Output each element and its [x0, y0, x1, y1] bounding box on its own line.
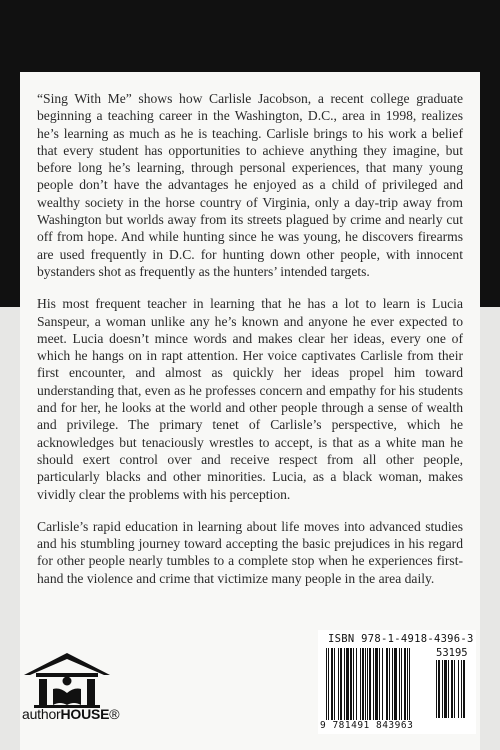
barcode-bar	[344, 648, 345, 720]
barcode-bar	[350, 648, 352, 720]
price-code: 53195	[436, 647, 468, 659]
barcode-bar	[328, 648, 329, 720]
barcode-bar	[438, 660, 440, 718]
ean-barcode-bars	[326, 648, 430, 720]
isbn-text: ISBN 978-1-4918-4396-3	[328, 633, 474, 645]
barcode-bar	[356, 648, 357, 720]
barcode-bar	[451, 660, 453, 718]
barcode-bar	[375, 648, 378, 720]
barcode-bar	[389, 648, 390, 720]
barcode-bar	[399, 648, 400, 720]
addon-barcode-bars	[436, 660, 474, 718]
barcode-bar	[379, 648, 380, 720]
barcode-bar	[334, 648, 335, 720]
barcode-bar	[442, 660, 443, 718]
barcode-bar	[448, 660, 449, 718]
blurb-paragraph-3: Carlisle’s rapid education in learning about life moves into advanced studies and his stumbling journey toward accepting the basic prejudices in his regard for other people nearly tumbles to a complete stop when he experiences first-hand the violence and crime that victimize many people in the area daily.	[37, 518, 463, 586]
barcode-bar	[409, 648, 410, 720]
registered-mark: ®	[109, 706, 120, 722]
barcode-bar	[326, 648, 327, 720]
barcode-bar	[360, 648, 361, 720]
barcode-bar	[382, 648, 383, 720]
barcode-bar	[394, 648, 397, 720]
barcode-bar	[373, 648, 374, 720]
barcode-bar	[401, 648, 402, 720]
barcode-bar	[340, 648, 342, 720]
barcode-bar	[444, 660, 447, 718]
barcode-bar	[346, 648, 349, 720]
barcode-bar	[463, 660, 465, 718]
blurb-text	[37, 90, 463, 602]
barcode-bar	[392, 648, 393, 720]
barcode-digits: 9 781491 843963	[320, 720, 414, 731]
blurb-paragraph-1: “Sing With Me” shows how Carlisle Jacobson, a recent college graduate beginning a teaching career in the Washington, D.C., area in 1998, realizes he’s learning as much as he is teaching. Carlisle brings to his work a belief that every student has opportunities to achieve anything they imagine, but before long he’s learning, through personal experiences, that many young people don’t have the advantages he enjoyed as a child of privileged and wealthy society in the horse country of Virginia, only a day-trip away from Washington but worlds away from its streets plagued by crime and nearly cut off from hope. And while hunting since he was young, he discovers firearms are used frequently in D.C. for hunting down other people, with innocent bystanders shot as frequently as the hunters’ intended targets.	[37, 91, 463, 279]
barcode-bar	[454, 660, 455, 718]
barcode-bar	[331, 648, 333, 720]
barcode-bar	[458, 660, 459, 718]
barcode-bar	[369, 648, 371, 720]
barcode-bar	[407, 648, 408, 720]
barcode-bar	[338, 648, 339, 720]
blurb-paragraph-2: His most frequent teacher in learning that he has a lot to learn is Lucia Sanspeur, a woman unlike any he’s known and anyone he ever expected to meet. Lucia doesn’t mince words and makes clear her ideas, every one of which he hangs on in rapt attention. Her voice captivates Carlisle from their first encounter, and almost as quickly her ideas propel him toward understanding that, even as he professes concern and empathy for his students and for her, he looks at the world and other people through a sense of wealth and privilege. The primary tenet of Carlisle’s perspective, which he acknowledges but tenaciously wrestles to accept, is that as a white man he should exert control over and receive respect from all other people, particularly blacks and other minorities. Lucia, as a black woman, makes vividly clear the problems with his perception.	[37, 296, 463, 502]
barcode-bar	[367, 648, 368, 720]
publisher-logo-text	[22, 706, 119, 722]
barcode-bar	[436, 660, 437, 718]
publisher-name-bold: HOUSE	[60, 706, 110, 722]
barcode-bar	[353, 648, 354, 720]
barcode-bar	[365, 648, 366, 720]
publisher-name-light: author	[22, 706, 61, 722]
barcode-bar	[362, 648, 364, 720]
barcode-bar	[386, 648, 388, 720]
barcode-bar	[404, 648, 406, 720]
barcode-bar	[461, 660, 462, 718]
isbn-barcode	[318, 630, 476, 734]
